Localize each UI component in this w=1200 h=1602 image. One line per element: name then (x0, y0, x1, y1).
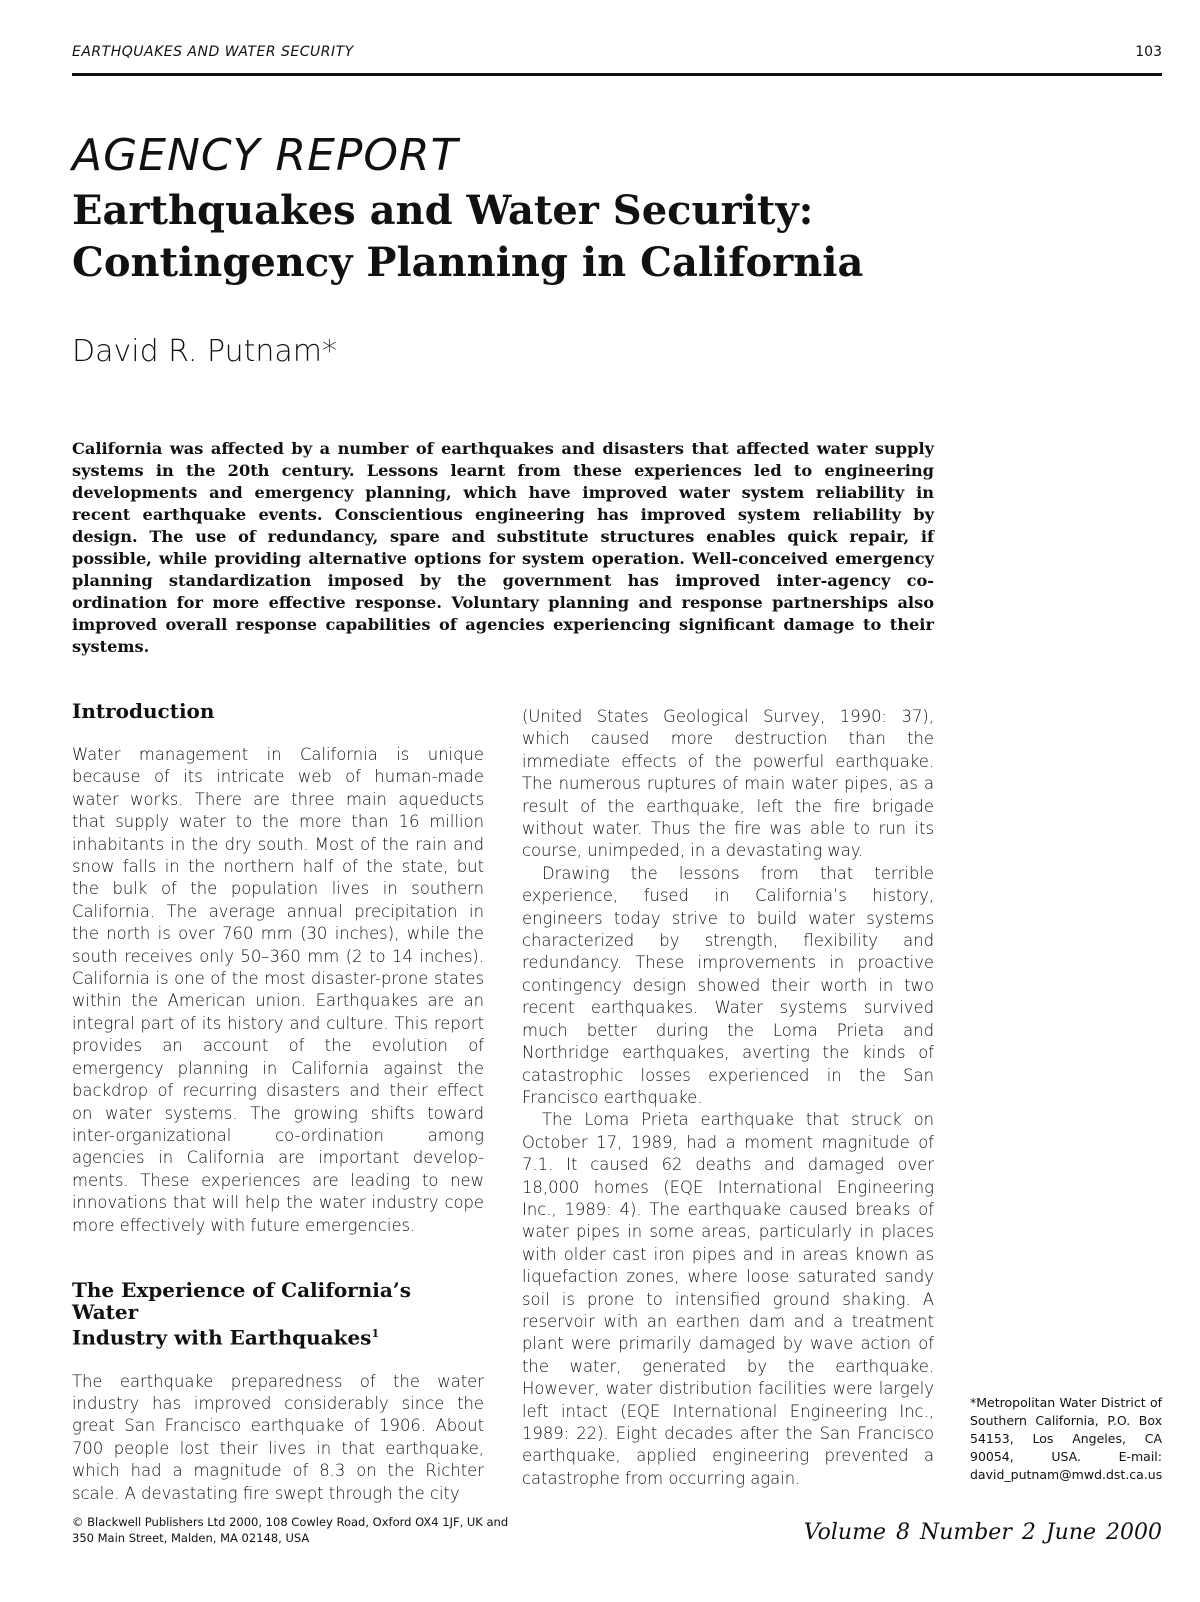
header-rule (72, 73, 1162, 76)
article-author: David R. Putnam* (72, 334, 337, 369)
article-title (72, 185, 972, 289)
experience-paragraph-right-3: The Loma Prieta earthquake that struck on October 17, 1989, had a moment magnitude of 7.1. It caused 62 deaths and damaged over 18,000 homes (EQE International Engineering Inc., 1989: 4). The earthquake caused breaks of water pipes in some areas, particularly in places with older cast iron pipes and in areas known as liquefaction zones, where loose saturated sandy soil is prone to intensified ground shaking. A reservoir with an earthen dam and a treatment plant were primarily damaged by wave action of the water, generated by the earthquake. However, water distribution facilities were largely left intact (EQE International Engineering Inc., 1989: 22). Eight decades after the San Francisco earthquake, applied engineering prevented a catastrophe from occurring again. (522, 1110, 934, 1488)
experience-heading-line-2: Industry with Earthquakes (72, 1325, 372, 1350)
copyright-line-1: © Blackwell Publishers Ltd 2000, 108 Cowley Road, Oxford OX4 1JF, UK and (72, 1515, 509, 1529)
article-abstract: California was affected by a number of earthquakes and disasters that affected water supply systems in the 20th century. Lessons learnt from these experiences led to engineering developments and emergency planning, which have improved water system reliability in recent earthquake events. Conscientious engineering has improved system reliability by design. The use of redundancy, spare and substitute structures enables quick repair, if possible, while providing alternative options for system operation. Well-conceived emergency planning standardization imposed by the government has improved inter-agency co-ordination for more effective response. Voluntary planning and response partnerships also improved overall response capabilities of agencies experiencing significant damage to their systems. (72, 439, 934, 656)
running-head: EARTHQUAKES AND WATER SECURITY (72, 44, 354, 60)
author-affiliation-footnote: *Metropolitan Water District of Southern California, P.O. Box 54153, Los Angeles, CA 90054, USA. E-mail: david_putnam@mwd.dst.ca.us (970, 1395, 1163, 1482)
left-column (72, 700, 484, 1505)
experience-paragraph-right-2: Drawing the lessons from that terrible experience, fused in California’s history, engineers today strive to build water systems characterized by strength, flexibility and redundancy. These improvements in proactive contingency design showed their worth in two recent earthquakes. Water systems survived much better during the Loma Prieta and Northridge earthquakes, averting the kinds of catastrophic losses experienced in the San Francisco earthquake. (522, 863, 934, 1107)
experience-paragraph-right-1: (United States Geological Survey, 1990: 37), which caused more destruction than the immediate effects of the powerful earthquake. The numerous ruptures of main water pipes, as a result of the earthquake, left the fire brigade without water. Thus the fire was able to run its course, unimpeded, in a devastating way. (522, 707, 934, 861)
experience-heading-line-1: The Experience of California’s Water (72, 1277, 412, 1324)
copyright-notice (72, 1514, 522, 1546)
right-column (522, 706, 934, 1490)
article-title-line-1: Earthquakes and Water Security: (72, 187, 814, 234)
article-title-line-2: Contingency Planning in California (72, 239, 864, 286)
experience-paragraph-left: The earthquake preparedness of the water industry has improved considerably since the great San Francisco earthquake of 1906. About 700 people lost their lives in that earthquake, which had a magnitude of 8.3 on the Richter scale. A devastating fire swept through the city (72, 1371, 484, 1503)
section-heading-introduction: Introduction (72, 699, 215, 723)
introduction-paragraph: Water management in California is unique because of its intricate web of human-made water works. There are three main aqueducts that supply water to the more than 16 million inhabitants in the dry south. Most of the rain and snow falls in the northern half of the state, but the bulk of the population lives in southern California. The average annual precipitation in the north is over 760 mm (30 inches), while the south receives only 50–360 mm (2 to 14 inches). California is one of the most disaster-prone states within the American union. Earthquakes are an integral part of its history and culture. This report provides an account of the evolution of emergency planning in California against the backdrop of recurring disasters and their effect on water systems. The growing shifts toward inter-organizational co-ordination among agencies in California are important developments. These experiences are leading to new innovations that will help the water industry cope more effectively with future emergencies. (72, 745, 484, 1235)
page-number: 103 (1135, 44, 1162, 60)
journal-issue: Volume 8 Number 2 June 2000 (803, 1520, 1162, 1545)
copyright-line-2: 350 Main Street, Malden, MA 02148, USA (72, 1531, 310, 1545)
article-kicker: AGENCY REPORT (72, 130, 459, 181)
section-heading-experience (72, 1279, 484, 1349)
footnote-marker: 1 (371, 1326, 380, 1340)
